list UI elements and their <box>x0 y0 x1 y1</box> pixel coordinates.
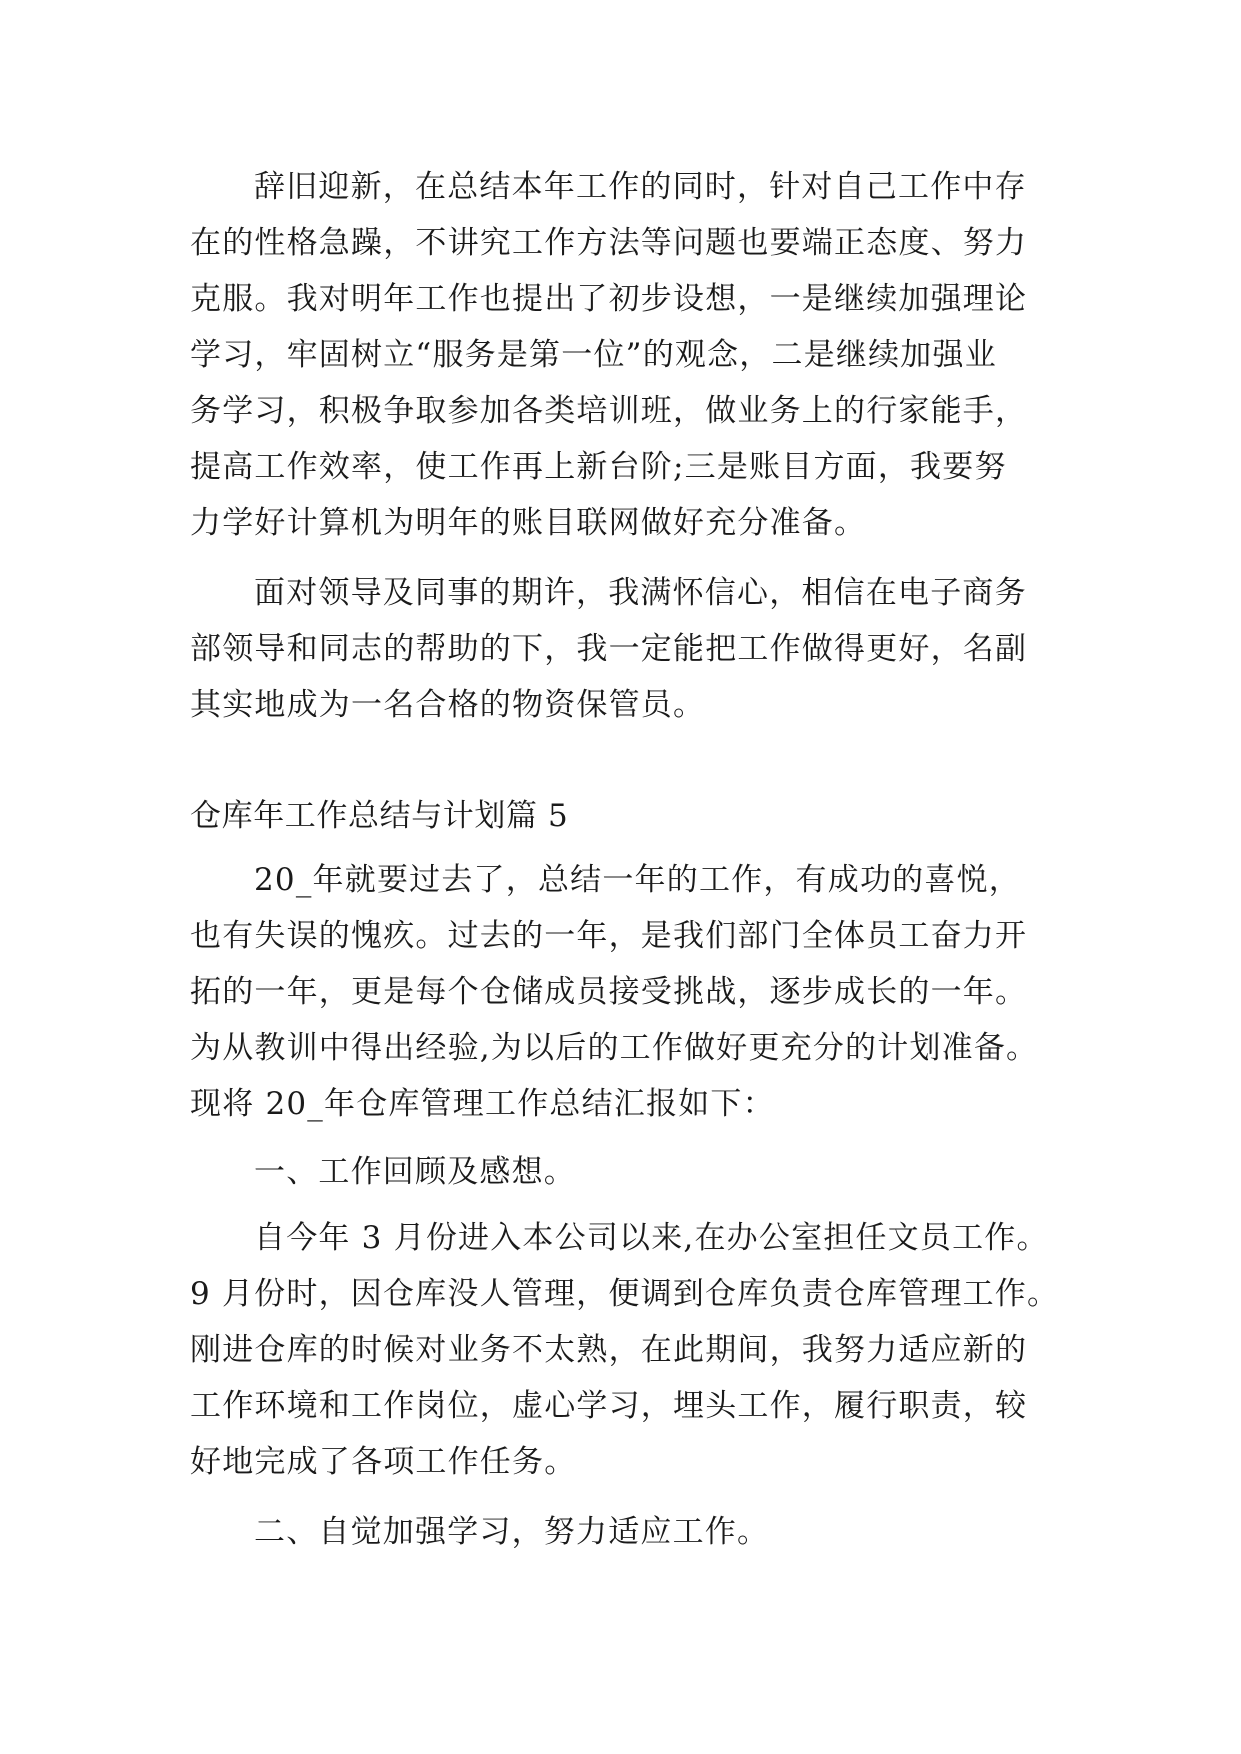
paragraph-3-line-4: 为从教训中得出经验,为以后的工作做好更充分的计划准备。 <box>190 1030 1039 1066</box>
paragraph-1-line-7: 力学好计算机为明年的账目联网做好充分准备。 <box>190 505 867 541</box>
paragraph-4-line-4: 工作环境和工作岗位，虚心学习，埋头工作，履行职责，较 <box>190 1388 1028 1424</box>
paragraph-4-line-3: 刚进仓库的时候对业务不太熟，在此期间，我努力适应新的 <box>190 1332 1028 1368</box>
paragraph-1-line-6: 提高工作效率，使工作再上新台阶;三是账目方面，我要努 <box>190 449 1007 485</box>
paragraph-3-line-3: 拓的一年，更是每个仓储成员接受挑战，逐步成长的一年。 <box>190 974 1028 1010</box>
paragraph-2-line-3: 其实地成为一名合格的物资保管员。 <box>190 687 706 723</box>
paragraph-2-line-1: 面对领导及同事的期许，我满怀信心，相信在电子商务 <box>254 575 1027 611</box>
paragraph-4-line-1: 自今年 3 月份进入本公司以来,在办公室担任文员工作。 <box>254 1220 1049 1256</box>
paragraph-1-line-3: 克服。我对明年工作也提出了初步设想，一是继续加强理论 <box>190 281 1028 317</box>
section-heading: 仓库年工作总结与计划篇 5 <box>190 798 569 834</box>
paragraph-3-line-2: 也有失误的愧疚。过去的一年，是我们部门全体员工奋力开 <box>190 918 1028 954</box>
paragraph-1-line-4: 学习，牢固树立“服务是第一位”的观念，二是继续加强业 <box>190 337 997 373</box>
paragraph-4-line-2: 9 月份时，因仓库没人管理，便调到仓库负责仓库管理工作。 <box>190 1276 1060 1312</box>
paragraph-1-line-5: 务学习，积极争取参加各类培训班，做业务上的行家能手， <box>190 393 1028 429</box>
subheading-study: 二、自觉加强学习，努力适应工作。 <box>254 1514 770 1550</box>
paragraph-2-line-2: 部领导和同志的帮助的下，我一定能把工作做得更好，名副 <box>190 631 1028 667</box>
paragraph-3-line-5: 现将 20_年仓库管理工作总结汇报如下： <box>190 1086 775 1122</box>
paragraph-3-line-1: 20_年就要过去了，总结一年的工作，有成功的喜悦， <box>254 862 1021 898</box>
paragraph-1-line-1: 辞旧迎新，在总结本年工作的同时，针对自己工作中存 <box>254 169 1027 205</box>
subheading-work-review: 一、工作回顾及感想。 <box>254 1154 576 1190</box>
paragraph-4-line-5: 好地完成了各项工作任务。 <box>190 1444 577 1480</box>
paragraph-1-line-2: 在的性格急躁，不讲究工作方法等问题也要端正态度、努力 <box>190 225 1028 261</box>
